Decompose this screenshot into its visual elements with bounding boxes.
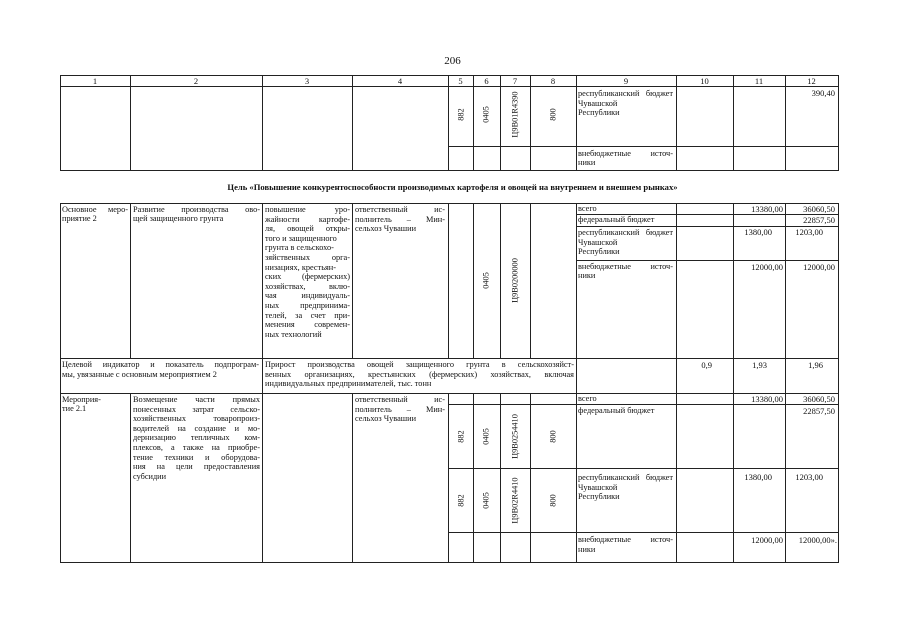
main-event-col1: Основное меро- — [62, 205, 128, 214]
main-event-col3: повышение уро- жайности картофе- ля, овощей откры- того и защищенного грунта в сельскохо- зяйственных орга- низациях, крестьян- ских (фермерских) хозяйствах, вклю- чая индивидуаль- ных предпринима- телей, за счет при- менения современ- ных технологий — [265, 205, 350, 339]
col-header-8: 8 — [550, 76, 556, 86]
page-number: 206 — [444, 55, 461, 67]
top-budget-rep-label: республиканский бюджет Чувашской — [578, 89, 673, 108]
sub-row-extra-c12: 12000,00». — [798, 535, 837, 545]
sub-row-total-label: всего — [578, 394, 597, 403]
sub-code-b-col7: Ц9В02R4410 — [510, 477, 520, 524]
indicator-label: Целевой индикатор и показатель подпрограм- мы, увязанные с основным мероприятием 2 — [62, 360, 259, 379]
main-row-federal-c12: 22857,50 — [803, 215, 835, 225]
sub-code-b-col6: 0405 — [481, 492, 491, 509]
top-code-col7: Ц9В01R4390 — [510, 91, 520, 138]
main-row-total-c12: 36060,50 — [803, 204, 835, 214]
main-row-extra-c12: 12000,00 — [803, 262, 835, 272]
sub-code-b-col5: 882 — [456, 494, 466, 507]
sub-code-b-col8: 800 — [548, 494, 558, 507]
indicator-c11: 1,93 — [752, 360, 767, 370]
sub-row-federal-label: федеральный бюджет — [578, 406, 655, 415]
top-budget-rep-label-3: Республики — [578, 108, 620, 117]
sub-row-federal-c12: 22857,50 — [803, 406, 835, 416]
main-row-rep-label: республиканский бюджет Чувашской — [578, 228, 673, 247]
main-row-total-c11: 13380,00 — [751, 204, 783, 214]
col-header-1: 1 — [92, 76, 98, 86]
main-event-code-col7: Ц9В0200000 — [510, 258, 520, 303]
sub-event-col1-2: тие 2.1 — [62, 404, 87, 413]
main-event-col2-2: щей защищенного грунта — [133, 214, 224, 223]
main-event-col4: ответственный ис- полнитель – Мин- сельхоз Чувашии — [355, 205, 445, 234]
sub-row-rep-c12: 1203,00 — [795, 472, 823, 482]
sub-event-col4: ответственный ис- полнитель – Мин- сельхоз Чувашии — [355, 395, 445, 424]
sub-row-extra-c11: 12000,00 — [751, 535, 783, 545]
col-header-7: 7 — [512, 76, 518, 86]
top-code-col5: 882 — [456, 108, 466, 121]
indicator-text: Прирост производства овощей защищенного грунта в сельскохозяйст- венных организациях, крестьянских (фермерских) хозяйствах, включая индивидуальных предпринимателей, тыс. тонн — [265, 360, 574, 389]
main-row-rep-c11: 1380,00 — [744, 227, 772, 237]
indicator-c12: 1,96 — [808, 360, 823, 370]
sub-row-total-c12: 36060,50 — [803, 394, 835, 404]
col-header-4: 4 — [397, 76, 403, 86]
main-row-federal-label: федеральный бюджет — [578, 215, 655, 224]
col-header-6: 6 — [484, 76, 489, 86]
sub-code-a-col7: Ц9В0254410 — [510, 414, 520, 459]
col-header-12: 12 — [807, 76, 816, 86]
top-budget-extra-label-2: ники — [578, 158, 596, 167]
sub-code-a-col8: 800 — [548, 430, 558, 443]
col-header-10: 10 — [700, 76, 709, 86]
col-header-9: 9 — [623, 76, 629, 86]
top-code-col8: 800 — [548, 108, 558, 121]
main-row-total-label: всего — [578, 204, 597, 213]
sub-row-extra-label: внебюджетные источ- — [578, 535, 673, 544]
sub-code-a-col5: 882 — [456, 430, 466, 443]
goal-title: Цель «Повышение конкурентоспособности производимых картофеля и овощей на внутреннем и внешнем рынках» — [227, 182, 678, 192]
col-header-11: 11 — [754, 76, 764, 86]
sub-row-rep-c11: 1380,00 — [744, 472, 772, 482]
top-budget-rep-value: 390,40 — [811, 88, 835, 98]
top-code-col6: 0405 — [481, 106, 491, 123]
main-row-extra-c11: 12000,00 — [751, 262, 783, 272]
col-header-2: 2 — [193, 76, 199, 86]
main-row-extra-label-2: ники — [578, 271, 596, 280]
main-row-rep-c12: 1203,00 — [795, 227, 823, 237]
sub-row-rep-label-3: Республики — [578, 492, 620, 501]
main-event-code-col6: 0405 — [481, 272, 491, 289]
sub-row-rep-label: республиканский бюджет Чувашской — [578, 473, 673, 492]
indicator-c10: 0,9 — [701, 360, 712, 370]
top-budget-extra-label: внебюджетные источ- — [578, 149, 673, 158]
main-row-extra-label: внебюджетные источ- — [578, 262, 673, 271]
main-event-col1-2: приятие 2 — [62, 214, 97, 223]
main-event-col2: Развитие производства ово- — [133, 205, 260, 214]
sub-code-a-col6: 0405 — [481, 428, 491, 445]
col-header-5: 5 — [458, 76, 463, 86]
sub-row-extra-label-2: ники — [578, 545, 596, 554]
col-header-3: 3 — [304, 76, 310, 86]
sub-row-total-c11: 13380,00 — [751, 394, 783, 404]
sub-event-col1: Мероприя- — [62, 395, 101, 404]
sub-event-col2: Возмещение части прямых понесенных затрат сельско- хозяйственных товаропроиз- водителей на создание и мо- дернизацию тепличных ком- плексов, а также на приобре- тение техники и оборудова- ния на цели предоставления субсидии — [133, 395, 260, 481]
main-row-rep-label-3: Республики — [578, 247, 620, 256]
